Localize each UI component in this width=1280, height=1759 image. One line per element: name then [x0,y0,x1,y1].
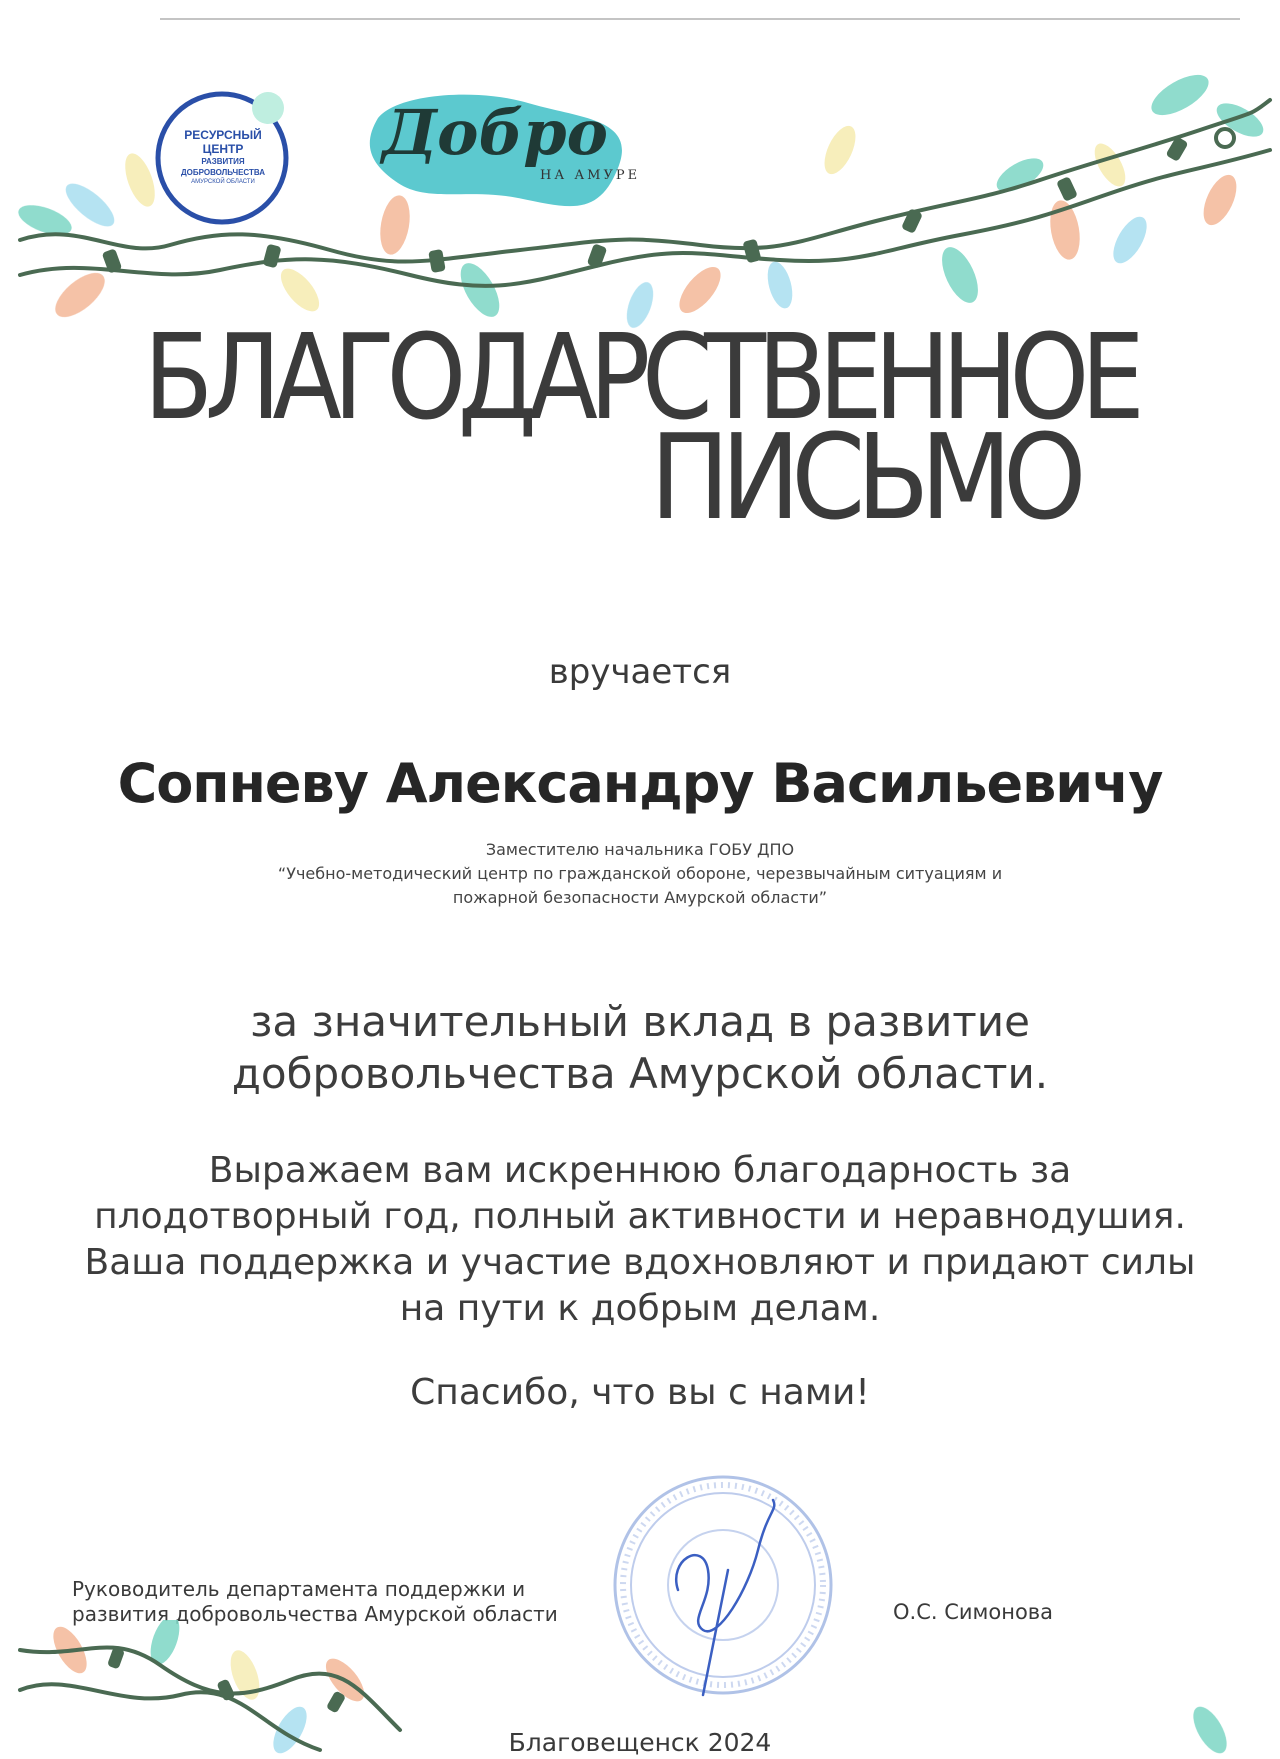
signatory-role-line-1: Руководитель департамента поддержки и [72,1577,526,1601]
recipient-position-line-2: “Учебно-методический центр по гражданской обороне, черезвычайным ситуациям и [277,864,1003,883]
thanks-line-3: Ваша поддержка и участие вдохновляют и придают силы [84,1242,1196,1283]
dobro-logo-main: Добро [382,96,608,169]
signatory-name: О.С. Симонова [893,1600,1054,1624]
recipient-position-line-3: пожарной безопасности Амурской области” [452,888,828,907]
merit-line-1: за значительный вклад в развитие [250,997,1030,1046]
logo-rc-line-3: РАЗВИТИЯ [201,157,245,166]
logo-rc-line-2: ЦЕНТР [202,142,244,156]
document-title-line-2: ПИСЬМО [650,408,1078,546]
scan-edge-line [160,18,1240,20]
thanks-line-2: плодотворный год, полный активности и неравнодушия. [94,1196,1186,1237]
merit-text [40,996,1240,1100]
logo-rc-line-1: РЕСУРСНЫЙ [184,128,262,142]
dobro-logo-sub: НА АМУРЕ [540,168,641,183]
thanks-paragraph [40,1148,1240,1332]
closing-phrase: Спасибо, что вы с нами! [410,1372,870,1413]
signatory-role-line-2: развития добровольчества Амурской области [72,1602,558,1626]
document-title-line-1: БЛАГОДАРСТВЕННОЕ [143,308,1137,446]
recipient-position-line-1: Заместителю начальника ГОБУ ДПО [485,840,795,859]
logo-rc-line-5: АМУРСКОЙ ОБЛАСТИ [191,179,255,185]
thanks-line-1: Выражаем вам искреннюю благодарность за [208,1150,1072,1191]
resource-center-logo-text [168,128,278,187]
city-year: Благовещенск 2024 [508,1728,772,1757]
thanks-line-4: на пути к добрым делам. [399,1288,881,1329]
recipient-name: Сопневу Александру Васильевичу [117,752,1163,815]
logo-rc-line-4: ДОБРОВОЛЬЧЕСТВА [180,168,266,177]
merit-line-2: добровольчества Амурской области. [231,1049,1049,1098]
awarded-to-label: вручается [548,652,732,692]
